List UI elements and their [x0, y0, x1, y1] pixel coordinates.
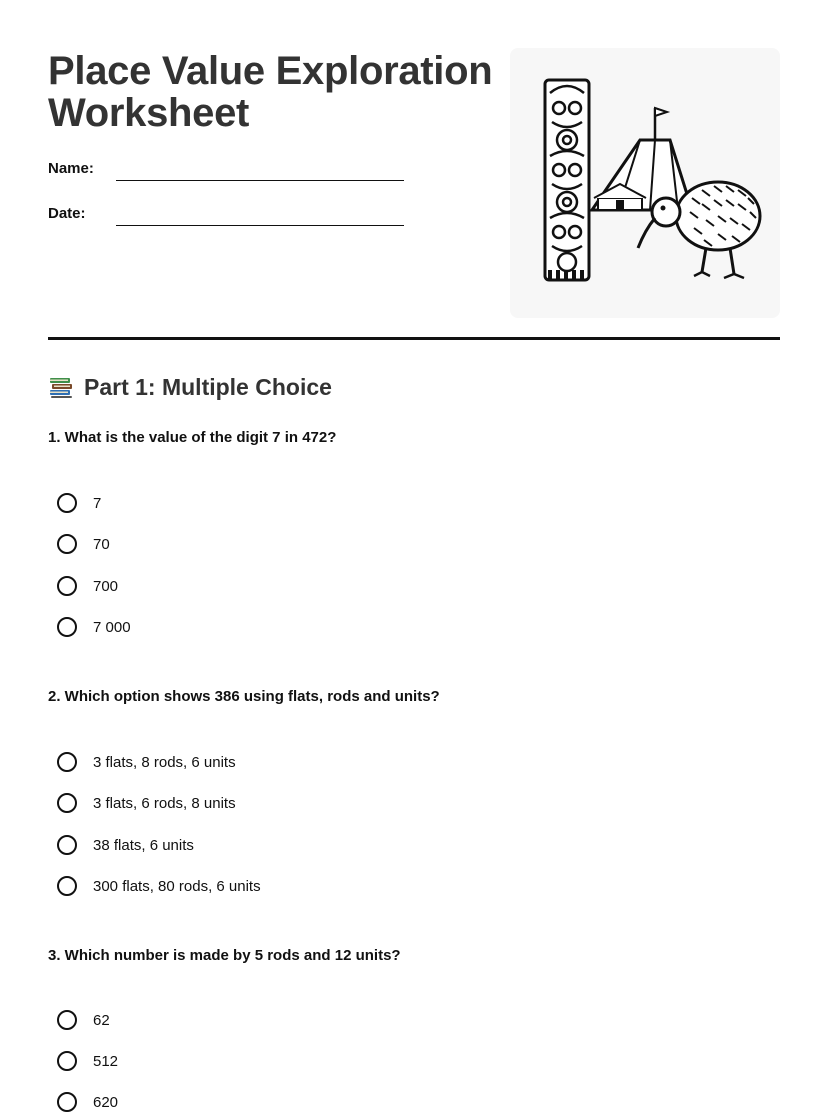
question-2: 2. Which option shows 386 using flats, rods and units?: [48, 688, 440, 705]
radio-button[interactable]: [57, 752, 77, 772]
radio-button[interactable]: [57, 1051, 77, 1071]
question-3-option-a[interactable]: [57, 1007, 110, 1033]
pou-marae-kiwi-illustration: [510, 48, 780, 318]
radio-button[interactable]: [57, 793, 77, 813]
radio-button[interactable]: [57, 617, 77, 637]
radio-button[interactable]: [57, 576, 77, 596]
date-field[interactable]: [116, 225, 404, 226]
question-1-option-c[interactable]: [57, 573, 118, 599]
question-3: 3. Which number is made by 5 rods and 12 units?: [48, 947, 401, 964]
question-2-option-b[interactable]: [57, 790, 236, 816]
option-label: 62: [93, 1011, 110, 1029]
pou-carving-icon: [545, 80, 589, 280]
question-1: 1. What is the value of the digit 7 in 472?: [48, 429, 337, 446]
option-label: 300 flats, 80 rods, 6 units: [93, 877, 261, 895]
option-label: 700: [93, 577, 119, 595]
option-label: 7: [93, 494, 102, 512]
option-label: 70: [93, 535, 110, 553]
radio-button[interactable]: [57, 493, 77, 513]
option-label: 3 flats, 8 rods, 6 units: [93, 753, 236, 771]
part1-heading: [48, 374, 332, 401]
question-3-option-c[interactable]: [57, 1089, 118, 1115]
name-label: Name:: [48, 160, 94, 177]
question-2-option-c[interactable]: [57, 832, 194, 858]
header-divider: [48, 337, 780, 340]
radio-button[interactable]: [57, 1010, 77, 1030]
books-icon: [48, 375, 74, 401]
part1-heading-text: Part 1: Multiple Choice: [84, 374, 332, 400]
question-2-option-a[interactable]: [57, 749, 236, 775]
question-1-option-a[interactable]: [57, 490, 101, 516]
worksheet-title: Place Value Exploration Worksheet: [48, 49, 493, 135]
name-field[interactable]: [116, 180, 404, 181]
question-1-option-b[interactable]: [57, 531, 110, 557]
option-label: 512: [93, 1052, 119, 1070]
option-label: 620: [93, 1093, 119, 1111]
marae-tent-icon: [592, 108, 692, 210]
option-label: 3 flats, 6 rods, 8 units: [93, 794, 236, 812]
date-label: Date:: [48, 205, 86, 222]
radio-button[interactable]: [57, 876, 77, 896]
radio-button[interactable]: [57, 1092, 77, 1112]
radio-button[interactable]: [57, 534, 77, 554]
question-2-option-d[interactable]: [57, 873, 261, 899]
radio-button[interactable]: [57, 835, 77, 855]
option-label: 38 flats, 6 units: [93, 836, 194, 854]
question-1-option-d[interactable]: [57, 614, 131, 640]
header-illustration: [510, 48, 780, 318]
question-3-option-b[interactable]: [57, 1048, 118, 1074]
option-label: 7 000: [93, 618, 131, 636]
